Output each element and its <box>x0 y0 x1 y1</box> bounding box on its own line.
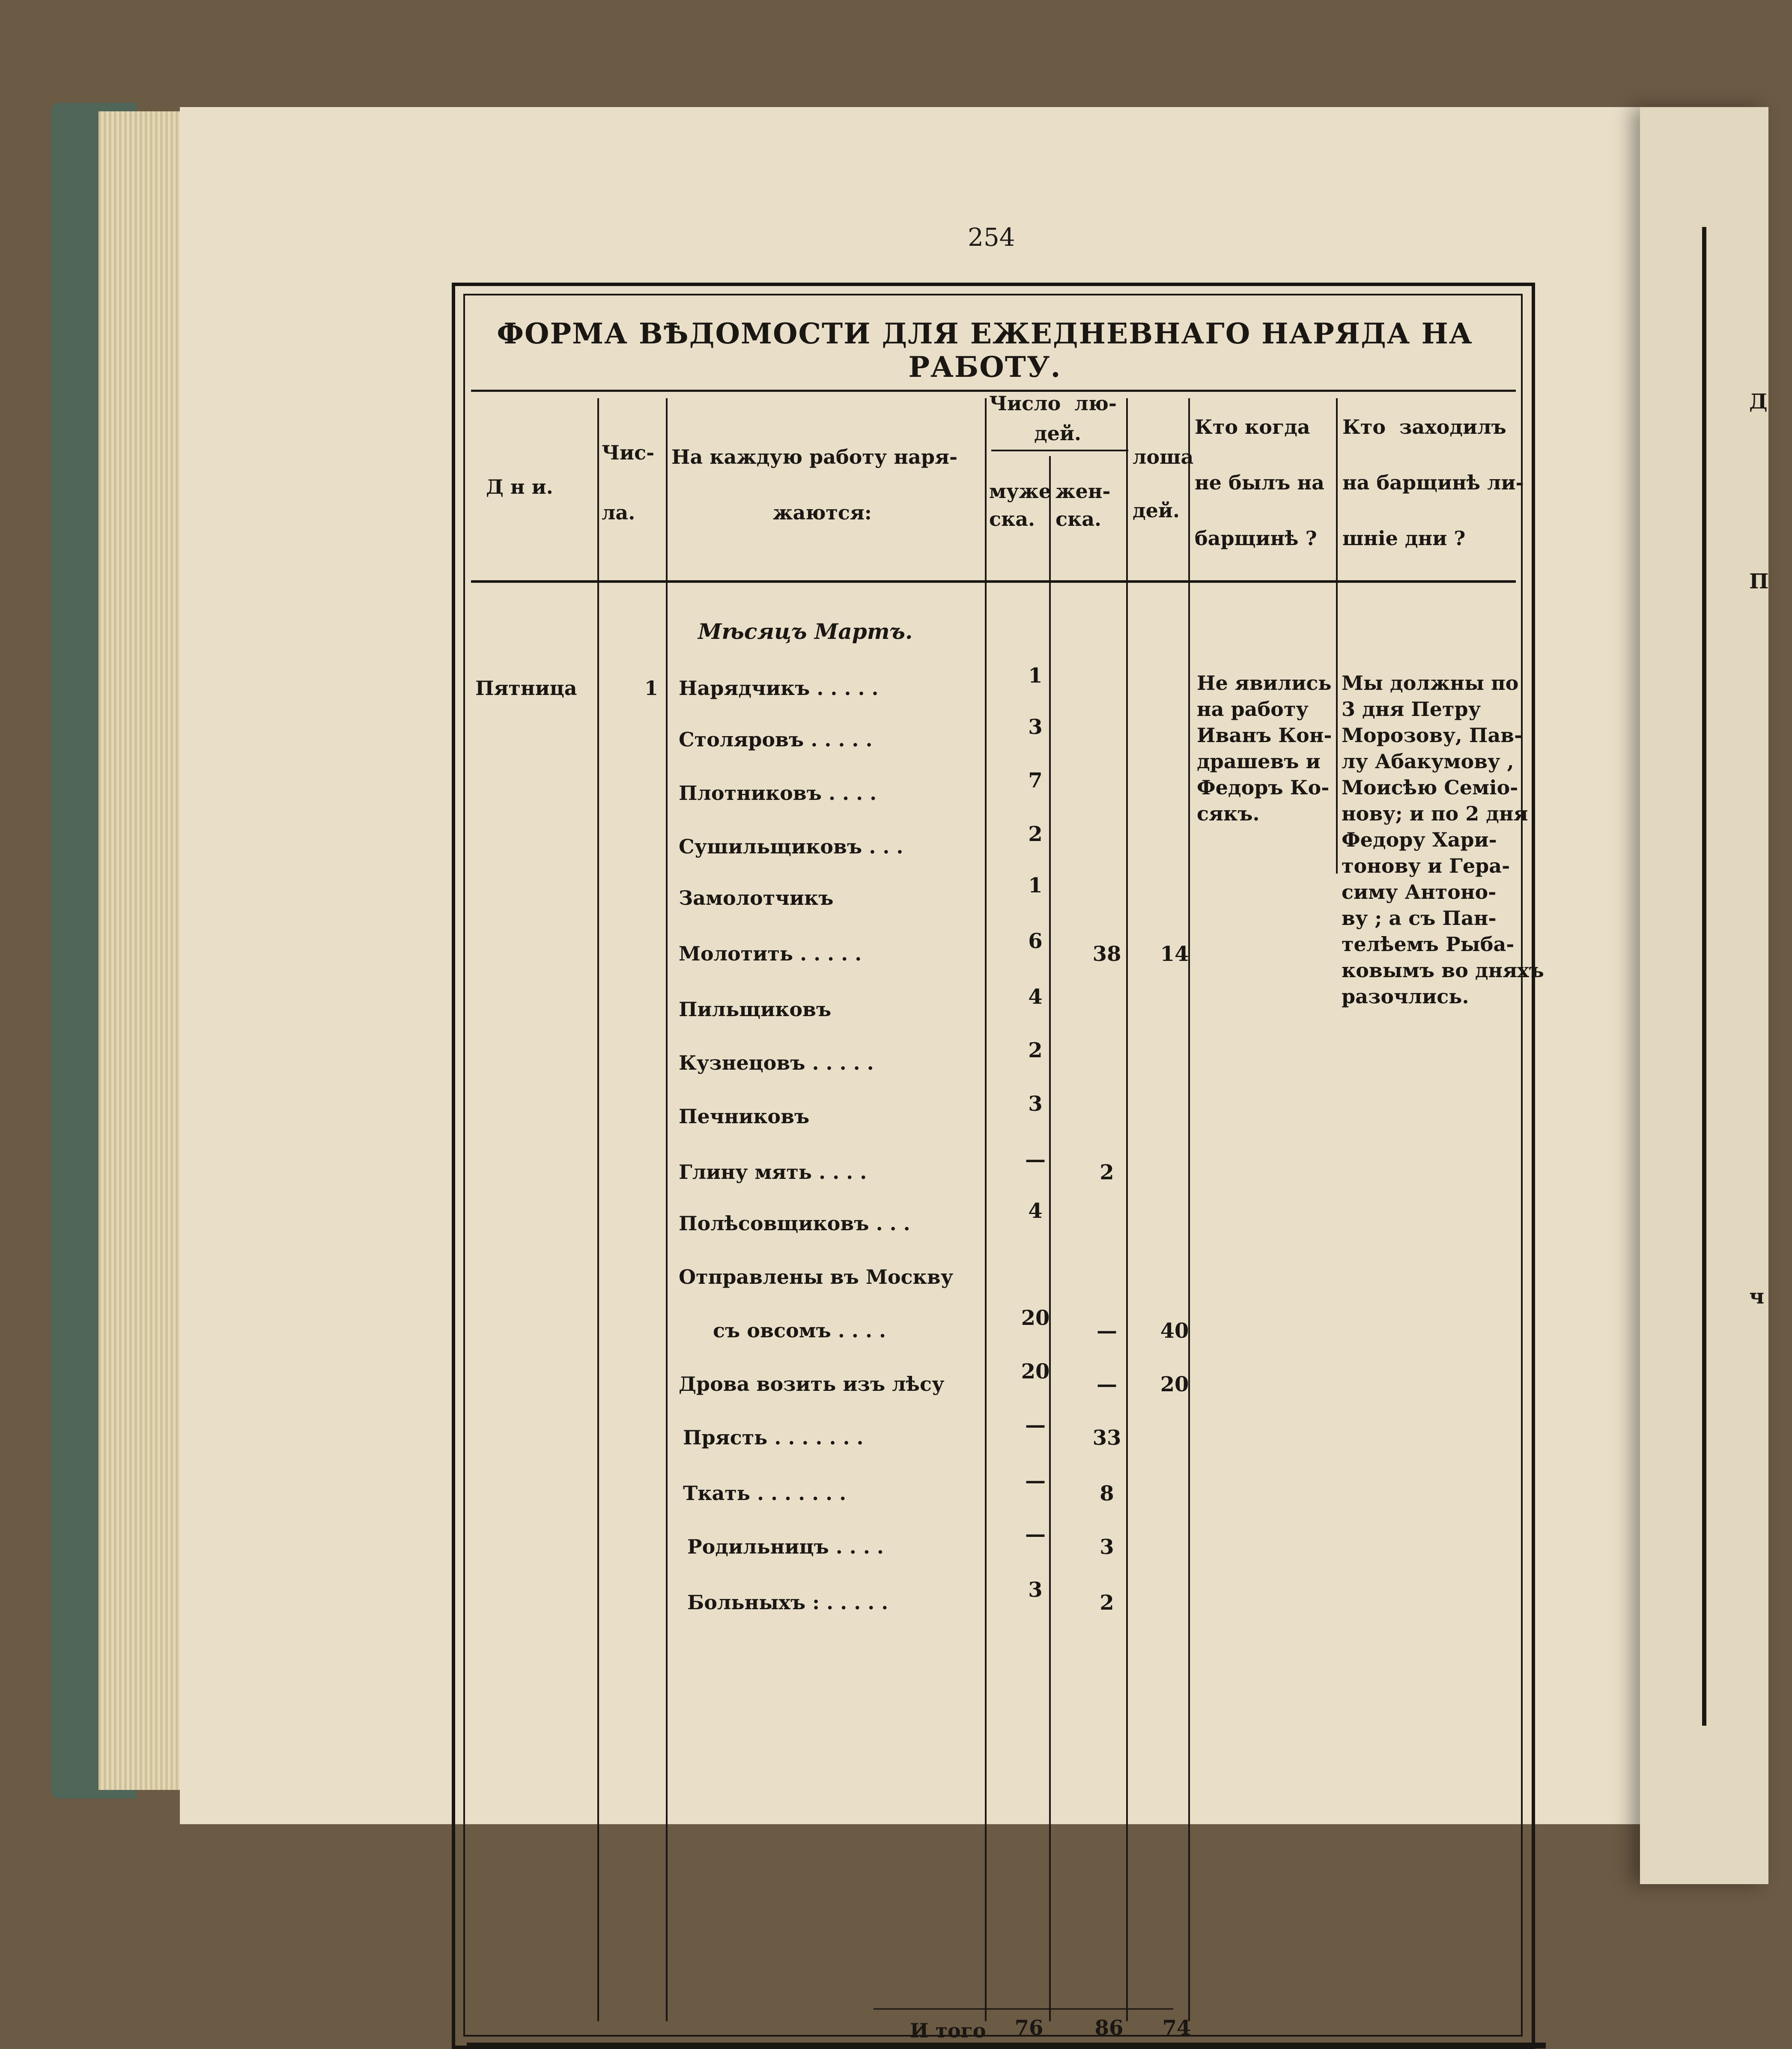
absent-note-line: Не явились <box>1197 671 1332 695</box>
row-male-value: 3 <box>1028 715 1043 739</box>
day-name: Пятница <box>475 677 577 700</box>
absent-note-line: драшевъ и <box>1197 750 1321 773</box>
row-label: Прясть . . . . . . . <box>683 1426 864 1449</box>
next-page-edge <box>1640 107 1768 1884</box>
day-date: 1 <box>644 677 659 700</box>
col-divider-horses <box>1126 398 1128 2021</box>
row-male-value: 20 <box>1021 1360 1050 1384</box>
header-dates-1: Чис- <box>602 441 655 464</box>
row-label: съ овсомъ . . . . <box>713 1319 886 1342</box>
row-horses-value: 40 <box>1160 1319 1189 1343</box>
header-female-2: ска. <box>1056 507 1102 531</box>
extra-note-line: Морозову, Пав- <box>1342 724 1523 747</box>
header-male-1: муже <box>989 480 1052 503</box>
row-label: Родильницъ . . . . <box>687 1535 884 1558</box>
row-male-value: 7 <box>1028 769 1043 793</box>
header-absent-2: не былъ на <box>1195 471 1324 494</box>
row-female-value: 3 <box>1100 1535 1114 1559</box>
next-page-fragment: ч <box>1749 1285 1765 1309</box>
header-bottom-rule <box>471 580 1516 583</box>
extra-note-line: тонову и Гера- <box>1342 854 1510 877</box>
header-work-2: жаются: <box>773 501 872 524</box>
header-extra-3: шніе дни ? <box>1342 527 1466 550</box>
header-female-1: жен- <box>1056 480 1111 503</box>
page-number: 254 <box>968 223 1015 252</box>
absent-note-line: Иванъ Кон- <box>1197 724 1332 747</box>
row-label: Больныхъ : . . . . . <box>687 1591 889 1614</box>
header-people-2: дей. <box>1034 422 1082 445</box>
table-frame-inner <box>463 294 1523 2037</box>
col-divider-absent <box>1188 398 1190 2021</box>
header-dates-2: ла. <box>602 501 635 524</box>
row-female-value: 2 <box>1100 1591 1114 1615</box>
col-divider-extra <box>1336 398 1338 874</box>
row-label: Кузнецовъ . . . . . <box>679 1051 874 1074</box>
extra-note-line: Мы должны по <box>1342 671 1519 695</box>
people-subheader-rule <box>991 450 1128 451</box>
page-edges <box>98 111 193 1790</box>
total-male: 76 <box>1014 2016 1044 2040</box>
row-female-value: — <box>1097 1319 1117 1343</box>
header-extra-1: Кто заходилъ <box>1342 415 1506 438</box>
extra-note-line: 3 дня Петру <box>1342 698 1481 721</box>
header-absent-1: Кто когда <box>1195 415 1310 438</box>
extra-note-line: разочлись. <box>1342 985 1469 1008</box>
row-label: Дрова возить изъ лѣсу <box>679 1372 945 1396</box>
extra-note-line: ву ; а съ Пан- <box>1342 907 1497 930</box>
next-page-fragment: П <box>1749 570 1769 594</box>
extra-note-line: нову; и по 2 дня <box>1342 802 1528 825</box>
header-work-1: На каждую работу наря- <box>671 445 958 468</box>
row-male-value: 4 <box>1028 1199 1043 1223</box>
row-male-value: — <box>1025 1148 1046 1172</box>
month-heading: Мѣсяцъ Мартъ. <box>698 619 913 644</box>
row-male-value: 1 <box>1028 874 1043 898</box>
row-female-value: 2 <box>1100 1160 1114 1184</box>
row-label: Молотить . . . . . <box>679 942 862 965</box>
col-divider-dates <box>597 398 599 2021</box>
row-label: Ткать . . . . . . . <box>683 1482 847 1505</box>
header-male-2: ска. <box>989 507 1035 531</box>
row-label: Пильщиковъ <box>679 998 832 1021</box>
total-horses: 74 <box>1162 2016 1191 2040</box>
table-title: ФОРМА ВѢДОМОСТИ ДЛЯ ЕЖЕДНЕВНАГО НАРЯДА НА РАБОТУ. <box>497 317 1473 384</box>
frame-bottom-rule <box>467 2043 1546 2049</box>
row-female-value: 33 <box>1092 1426 1121 1450</box>
row-label: Полѣсовщиковъ . . . <box>679 1212 910 1235</box>
row-male-value: — <box>1025 1522 1046 1546</box>
row-label: Столяровъ . . . . . <box>679 728 873 751</box>
total-female: 86 <box>1094 2016 1124 2040</box>
row-female-value: 8 <box>1100 1482 1114 1506</box>
extra-note-line: Моисѣю Семіо- <box>1342 776 1518 799</box>
header-extra-2: на барщинѣ ли- <box>1342 471 1524 494</box>
row-label: Отправлены въ Москву <box>679 1265 954 1288</box>
next-page-frame <box>1702 227 1792 1726</box>
row-label: Печниковъ <box>679 1105 810 1128</box>
row-horses-value: 20 <box>1160 1372 1189 1396</box>
row-male-value: 2 <box>1028 1038 1043 1062</box>
row-male-value: 3 <box>1028 1092 1043 1116</box>
absent-note-line: сякъ. <box>1197 802 1260 825</box>
row-male-value: 1 <box>1028 664 1043 688</box>
row-male-value: 20 <box>1021 1306 1050 1330</box>
header-horses-2: дей. <box>1133 499 1180 522</box>
row-label: Нарядчикъ . . . . . <box>679 677 879 700</box>
row-male-value: 4 <box>1028 985 1043 1009</box>
extra-note-line: симу Антоно- <box>1342 880 1497 904</box>
row-label: Глину мять . . . . <box>679 1160 867 1184</box>
col-divider-male <box>985 398 987 2021</box>
extra-note-line: лу Абакумову , <box>1342 750 1514 773</box>
row-female-value: 38 <box>1092 942 1121 966</box>
row-label: Замолотчикъ <box>679 886 834 910</box>
extra-note-line: Федору Хари- <box>1342 828 1497 851</box>
row-male-value: 2 <box>1028 822 1043 846</box>
totals-rule <box>874 2008 1173 2010</box>
row-male-value: — <box>1025 1413 1046 1437</box>
col-divider-female <box>1049 456 1051 2021</box>
row-male-value: 3 <box>1028 1578 1043 1602</box>
extra-note-line: ковымъ во дняхъ <box>1342 959 1544 982</box>
row-label: Сушильщиковъ . . . <box>679 835 903 858</box>
next-page-fragment: Д <box>1749 390 1768 414</box>
extra-note-line: телѣемъ Рыба- <box>1342 933 1515 956</box>
header-absent-3: барщинѣ ? <box>1195 527 1317 550</box>
absent-note-line: Федоръ Ко- <box>1197 776 1330 799</box>
row-male-value: 6 <box>1028 929 1043 953</box>
col-divider-work <box>666 398 668 2021</box>
header-people-1: Число лю- <box>989 392 1117 415</box>
absent-note-line: на работу <box>1197 698 1309 721</box>
row-label: Плотниковъ . . . . <box>679 781 877 805</box>
header-days: Д н и. <box>486 475 553 498</box>
header-horses-1: лоша <box>1133 445 1194 468</box>
row-horses-value: 14 <box>1160 942 1189 966</box>
total-label: И того <box>910 2019 986 2042</box>
row-male-value: — <box>1025 1469 1046 1493</box>
row-female-value: — <box>1097 1372 1117 1396</box>
